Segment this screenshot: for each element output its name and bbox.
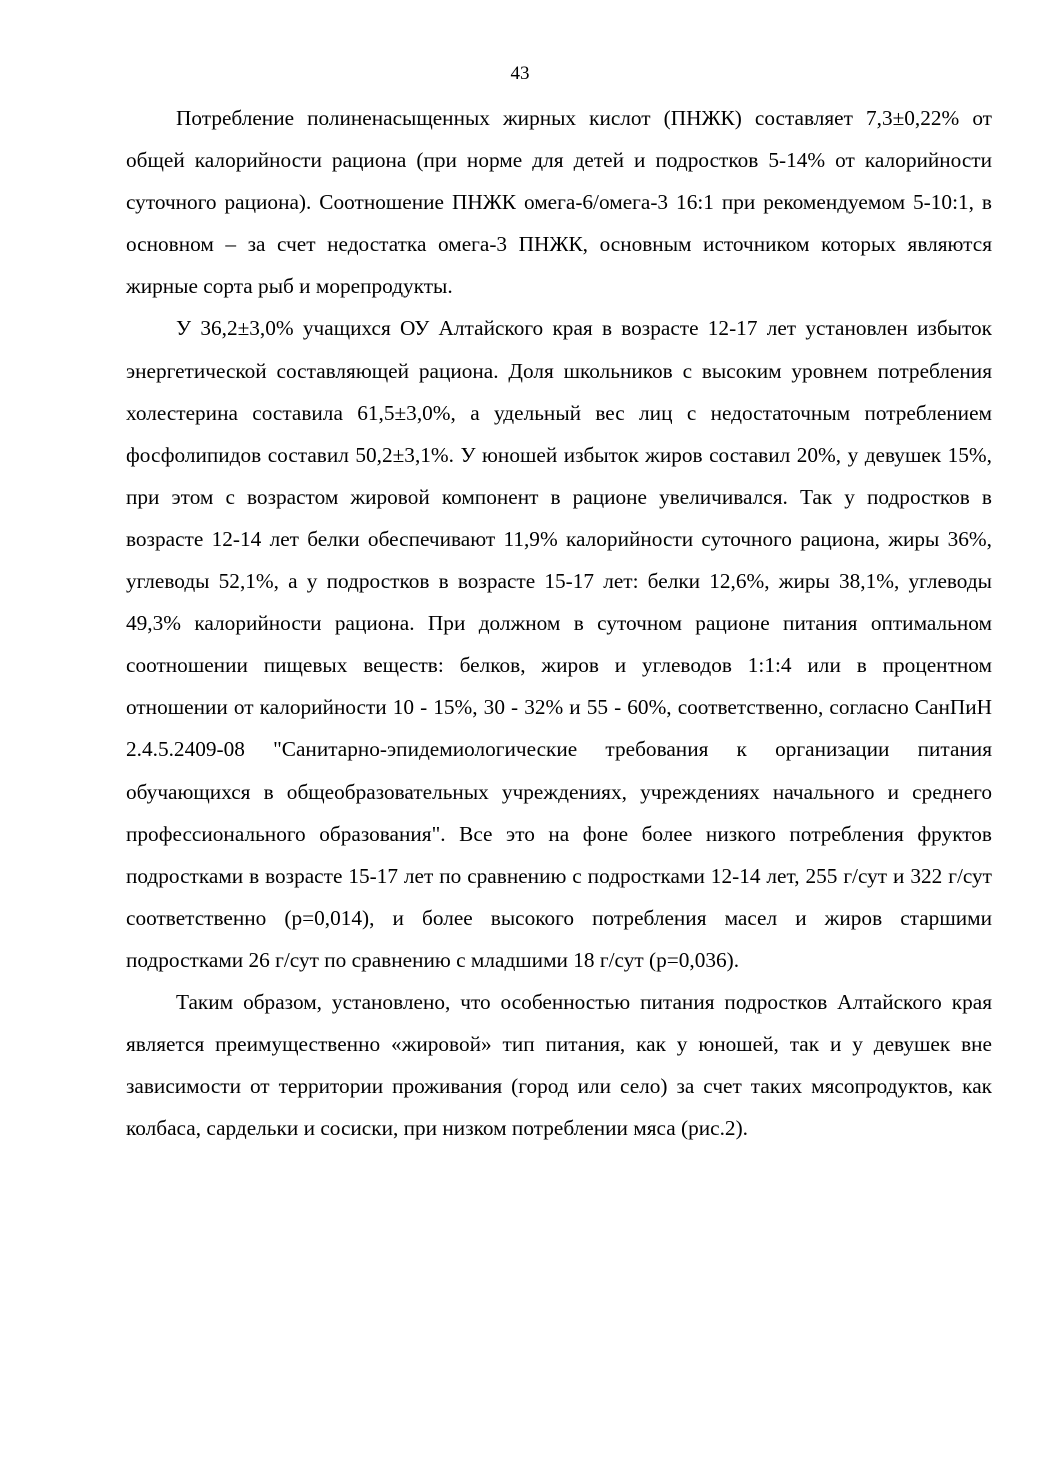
- paragraph-energy-excess: У 36,2±3,0% учащихся ОУ Алтайского края в возрасте 12-17 лет установлен избыток энергетической составляющей рациона. Доля школьников с высоким уровнем потребления холестерина составила 61,5±3,0%, а удельный вес лиц с недостаточным потреблением фосфолипидов составил 50,2±3,1%. У юношей избыток жиров составил 20%, у девушек 15%, при этом с возрастом жировой компонент в рационе увеличивался. Так у подростков в возрасте 12-14 лет белки обеспечивают 11,9% калорийности суточного рациона, жиры 36%, углеводы 52,1%, а у подростков в возрасте 15-17 лет: белки 12,6%, жиры 38,1%, углеводы 49,3% калорийности рациона. При должном в суточном рационе питания оптимальном соотношении пищевых веществ: белков, жиров и углеводов 1:1:4 или в процентном отношении от калорийности 10 - 15%, 30 - 32% и 55 - 60%, соответственно, согласно СанПиН 2.4.5.2409-08 "Санитарно-эпидемиологические требования к организации питания обучающихся в общеобразовательных учреждениях, учреждениях начального и среднего профессионального образования". Все это на фоне более низкого потребления фруктов подростками в возрасте 15-17 лет по сравнению с подростками 12-14 лет, 255 г/сут и 322 г/сут соответственно (р=0,014), и более высокого потребления масел и жиров старшими подростками 26 г/сут по сравнению с младшими 18 г/сут (р=0,036).: [126, 316, 992, 972]
- body-text: [126, 97, 992, 1149]
- page-number: 43: [510, 63, 530, 84]
- paragraph-conclusion: Таким образом, установлено, что особенностью питания подростков Алтайского края является преимущественно «жировой» тип питания, как у юношей, так и у девушек вне зависимости от территории проживания (город или село) за счет таких мясопродуктов, как колбаса, сардельки и сосиски, при низком потреблении мяса (рис.2).: [126, 989, 992, 1141]
- paragraph-pufa-consumption: Потребление полиненасыщенных жирных кислот (ПНЖК) составляет 7,3±0,22% от общей калорийности рациона (при норме для детей и подростков 5-14% от калорийности суточного рациона). Соотношение ПНЖК омега-6/омега-3 16:1 при рекомендуемом 5-10:1, в основном – за счет недостатка омега-3 ПНЖК, основным источником которых являются жирные сорта рыб и морепродукты.: [126, 106, 992, 299]
